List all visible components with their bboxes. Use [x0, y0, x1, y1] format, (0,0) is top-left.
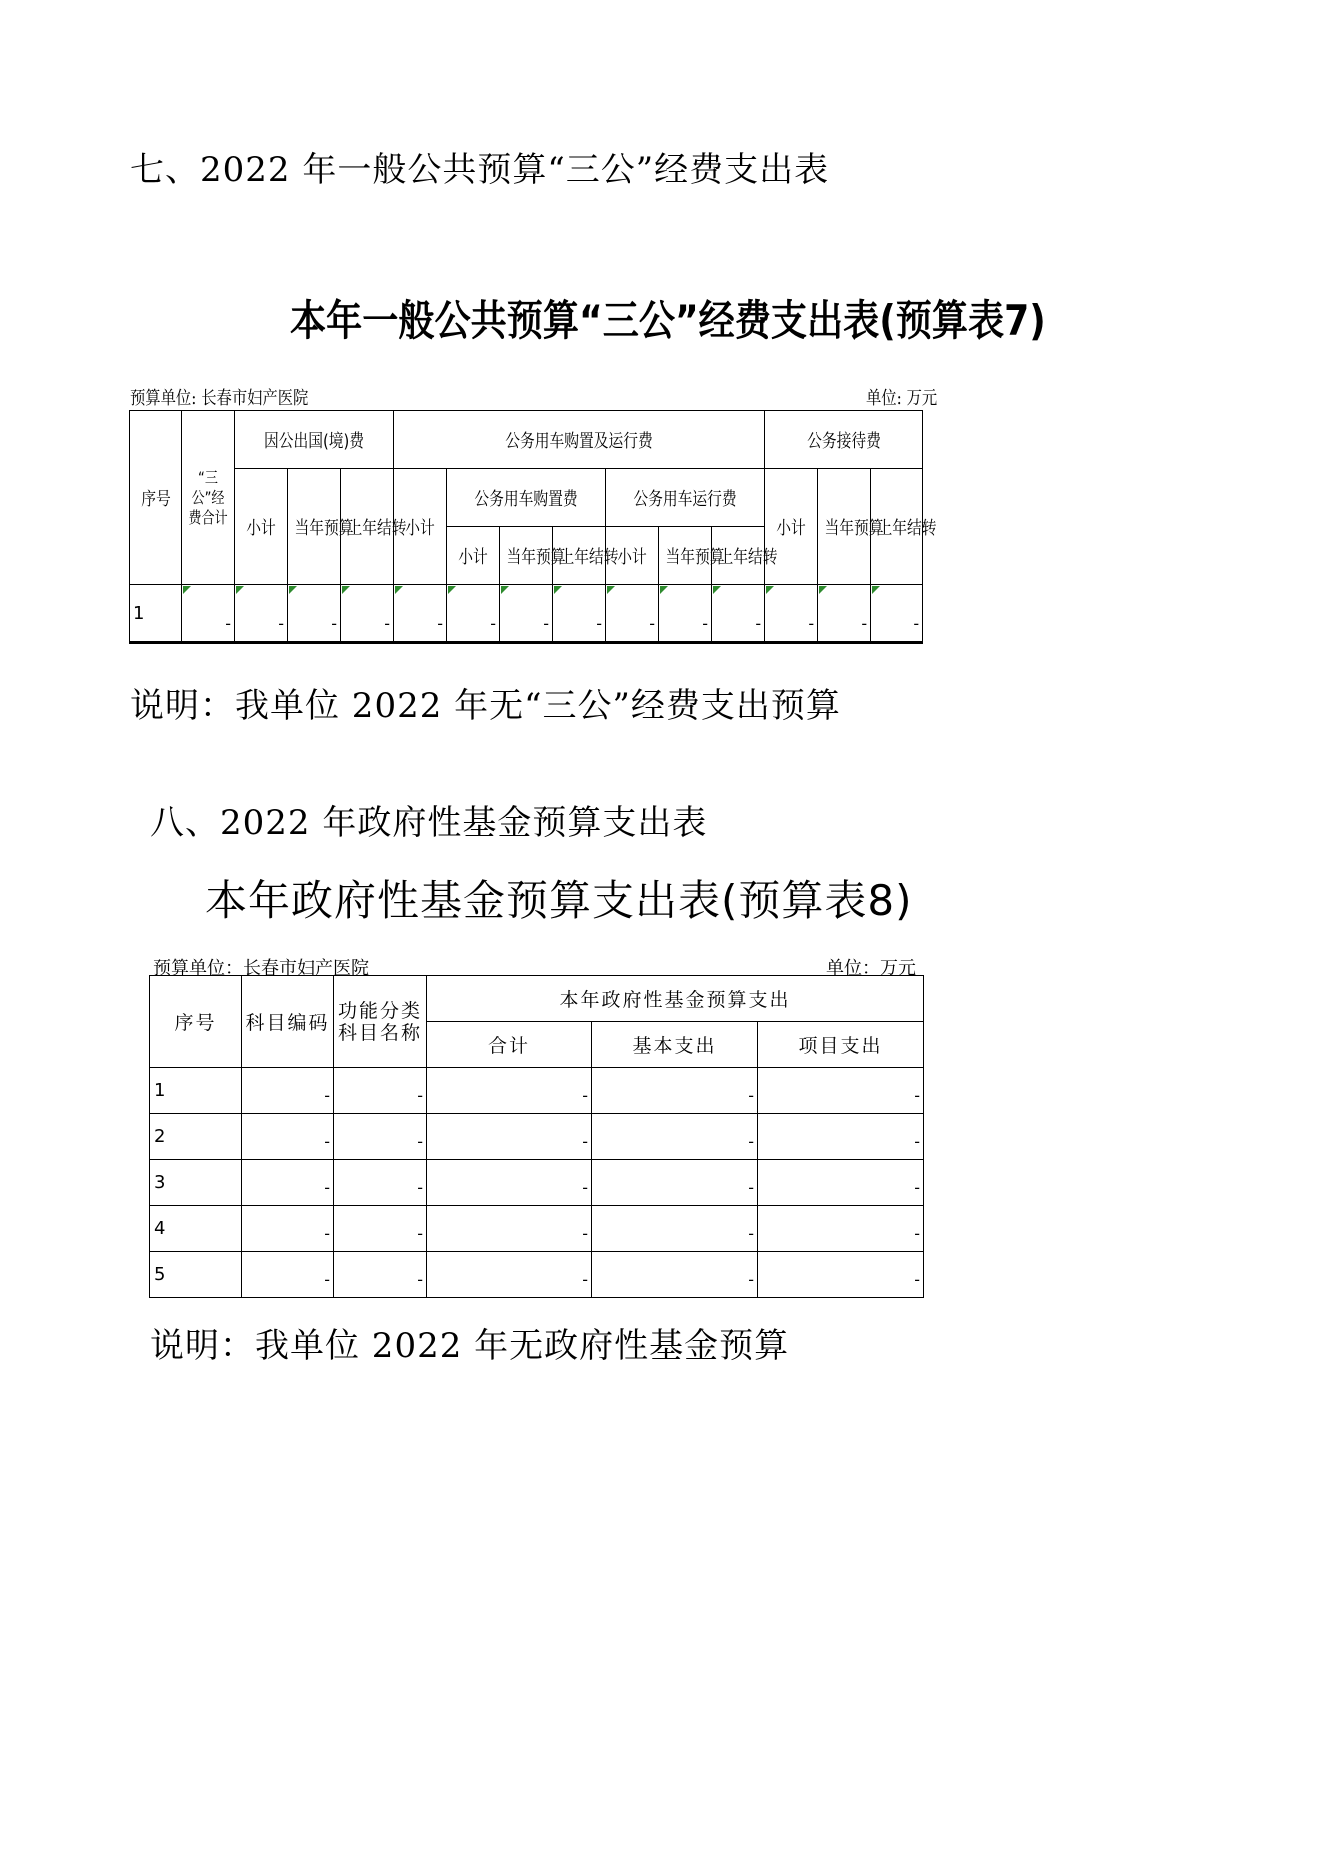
header-reception-current: 当年预算 — [818, 469, 871, 585]
cell-value: - — [427, 1160, 592, 1206]
header-fund-group: 本年政府性基金预算支出 — [427, 976, 924, 1022]
cell-value: - — [758, 1114, 924, 1160]
cell-value: - — [500, 585, 553, 643]
row-index: 1 — [130, 585, 182, 643]
cell-value: - — [765, 585, 818, 643]
cell-value: - — [712, 585, 765, 643]
cell-value: - — [447, 585, 500, 643]
cell-value: - — [592, 1114, 758, 1160]
cell-value: - — [871, 585, 923, 643]
cell-value: - — [758, 1252, 924, 1298]
header-abroad-carryover: 上年结转 — [341, 469, 394, 585]
cell-value: - — [427, 1114, 592, 1160]
row-index: 1 — [150, 1068, 242, 1114]
header-seq: 序号 — [130, 411, 182, 585]
cell-value: - — [606, 585, 659, 643]
header-seq: 序号 — [150, 976, 242, 1068]
header-vehicle-operation: 公务用车运行费 — [606, 469, 765, 527]
cell-value: - — [818, 585, 871, 643]
row-index: 5 — [150, 1252, 242, 1298]
header-function-name: 功能分类 科目名称 — [334, 976, 427, 1068]
header-three-public-total: “三公”经费合计 — [182, 411, 235, 585]
cell-value: - — [334, 1206, 427, 1252]
cell-value: - — [427, 1252, 592, 1298]
header-basic: 基本支出 — [592, 1022, 758, 1068]
cell-value: - — [758, 1206, 924, 1252]
cell-value: - — [553, 585, 606, 643]
cell-value: - — [235, 585, 288, 643]
header-project: 项目支出 — [758, 1022, 924, 1068]
table-7-title: 本年一般公共预算“三公”经费支出表(预算表7) — [290, 296, 1046, 345]
header-total: 合计 — [427, 1022, 592, 1068]
row-index: 4 — [150, 1206, 242, 1252]
table-8-title: 本年政府性基金预算支出表(预算表8) — [205, 876, 913, 925]
table-8-unit-right: 单位：万元 — [826, 958, 916, 979]
header-operation-current: 当年预算 — [659, 527, 712, 585]
header-operation-carryover: 上年结转 — [712, 527, 765, 585]
three-public-expenses-table — [129, 410, 937, 644]
cell-value: - — [334, 1252, 427, 1298]
row-index: 2 — [150, 1114, 242, 1160]
header-reception-carryover: 上年结转 — [871, 469, 923, 585]
section-7-note: 说明：我单位 2022 年无“三公”经费支出预算 — [130, 686, 841, 726]
government-fund-table — [149, 975, 924, 1298]
section-7-heading: 七、2022 年一般公共预算“三公”经费支出表 — [130, 150, 830, 190]
header-reception-subtotal: 小计 — [765, 469, 818, 585]
cell-value: - — [394, 585, 447, 643]
cell-value: - — [334, 1068, 427, 1114]
cell-value: - — [427, 1068, 592, 1114]
header-abroad-subtotal: 小计 — [235, 469, 288, 585]
cell-value: - — [334, 1114, 427, 1160]
cell-value: - — [341, 585, 394, 643]
header-code: 科目编码 — [242, 976, 334, 1068]
table-row — [150, 1160, 924, 1206]
table-row — [150, 1114, 924, 1160]
cell-value: - — [242, 1068, 334, 1114]
header-purchase-carryover: 上年结转 — [553, 527, 606, 585]
header-abroad: 因公出国(境)费 — [235, 411, 394, 469]
table-row — [130, 585, 923, 643]
cell-value: - — [592, 1206, 758, 1252]
header-purchase-current: 当年预算 — [500, 527, 553, 585]
cell-value: - — [659, 585, 712, 643]
cell-value: - — [242, 1252, 334, 1298]
table-row — [150, 1068, 924, 1114]
cell-value: - — [182, 585, 235, 643]
cell-value: - — [242, 1114, 334, 1160]
cell-value: - — [758, 1160, 924, 1206]
table-7-unit-left: 预算单位: 长春市妇产医院 — [130, 388, 309, 409]
header-abroad-current: 当年预算 — [288, 469, 341, 585]
header-reception: 公务接待费 — [765, 411, 923, 469]
section-8-note: 说明：我单位 2022 年无政府性基金预算 — [150, 1326, 790, 1366]
cell-value: - — [592, 1252, 758, 1298]
cell-value: - — [592, 1068, 758, 1114]
section-8-heading: 八、2022 年政府性基金预算支出表 — [150, 803, 708, 843]
header-operation-subtotal: 小计 — [606, 527, 659, 585]
header-purchase-subtotal: 小计 — [447, 527, 500, 585]
header-vehicle: 公务用车购置及运行费 — [394, 411, 765, 469]
cell-value: - — [288, 585, 341, 643]
cell-value: - — [242, 1160, 334, 1206]
table-row — [150, 1252, 924, 1298]
header-vehicle-purchase: 公务用车购置费 — [447, 469, 606, 527]
cell-value: - — [334, 1160, 427, 1206]
cell-value: - — [427, 1206, 592, 1252]
table-7-unit-right: 单位: 万元 — [866, 388, 938, 409]
header-vehicle-subtotal: 小计 — [394, 469, 447, 585]
table-row — [150, 1206, 924, 1252]
table-8-unit-left: 预算单位：长春市妇产医院 — [153, 958, 369, 979]
cell-value: - — [592, 1160, 758, 1206]
cell-value: - — [242, 1206, 334, 1252]
cell-value: - — [758, 1068, 924, 1114]
row-index: 3 — [150, 1160, 242, 1206]
